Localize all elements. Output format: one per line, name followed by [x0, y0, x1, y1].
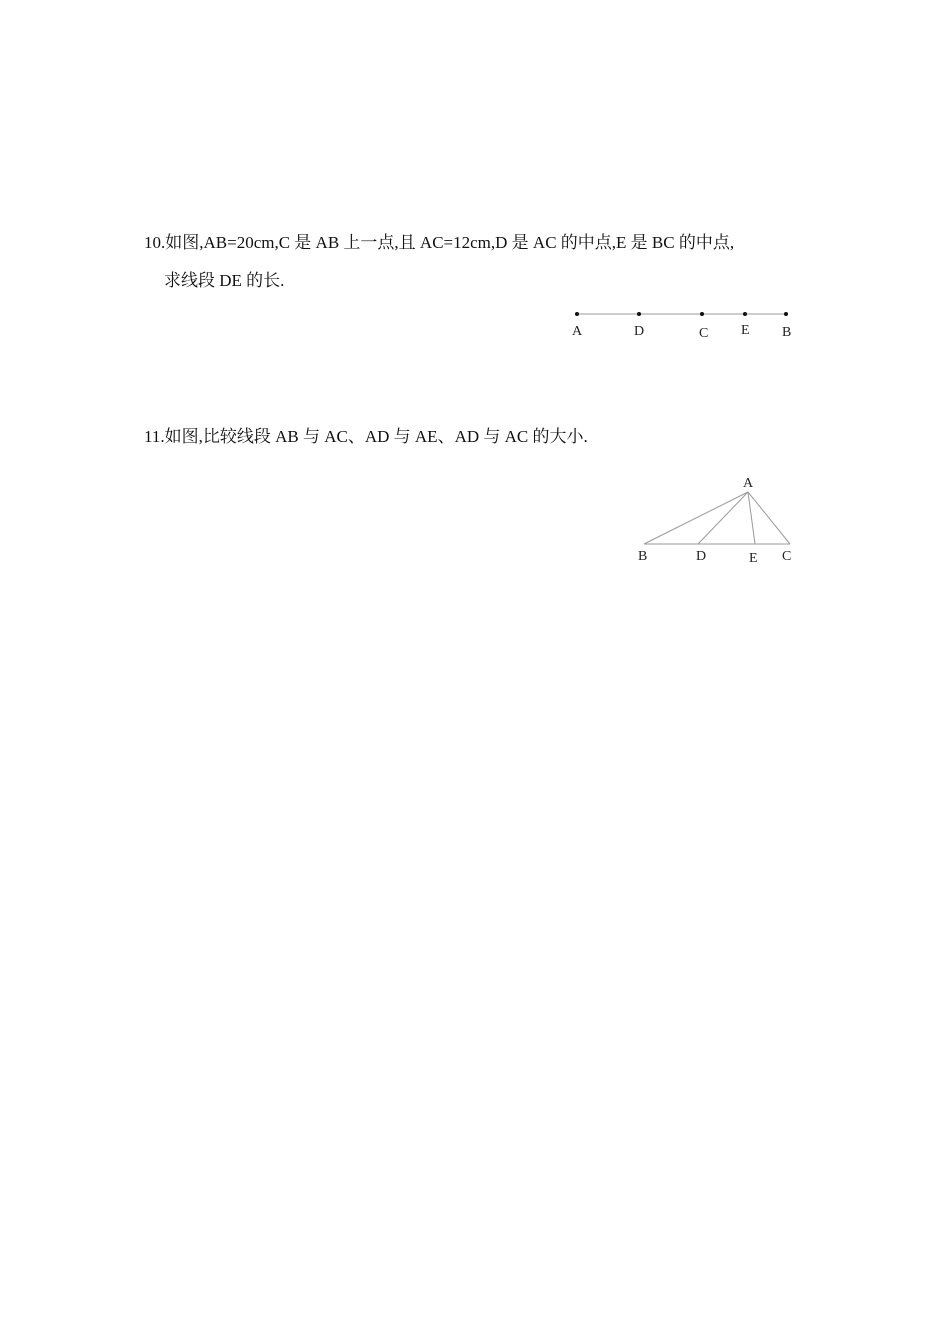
point-e-label: E [741, 323, 750, 338]
segment-ab [644, 492, 748, 544]
point-d-label: D [634, 324, 645, 339]
question-10-text-line-1: 10.如图,AB=20cm,C 是 AB 上一点,且 AC=12cm,D 是 AC 的中点,E 是 BC 的中点, [144, 233, 735, 252]
point-c-label: C [782, 549, 792, 564]
point-a-label: A [572, 324, 583, 339]
point-b-dot [784, 312, 788, 316]
point-e-label: E [749, 551, 758, 566]
question-10-text-line-2: 求线段 DE 的长. [164, 271, 285, 290]
point-d-dot [637, 312, 641, 316]
point-a-dot [575, 312, 579, 316]
question-10-segment-figure [560, 300, 800, 345]
point-c-label: C [699, 326, 709, 341]
point-d-label: D [696, 549, 707, 564]
point-a-label: A [743, 476, 754, 491]
question-11-triangle-figure [630, 470, 810, 570]
segment-ad [698, 492, 748, 544]
point-b-label: B [638, 549, 648, 564]
question-11-text-line-1: 11.如图,比较线段 AB 与 AC、AD 与 AE、AD 与 AC 的大小. [144, 427, 588, 446]
point-c-dot [700, 312, 704, 316]
point-e-dot [743, 312, 747, 316]
point-b-label: B [782, 325, 792, 340]
